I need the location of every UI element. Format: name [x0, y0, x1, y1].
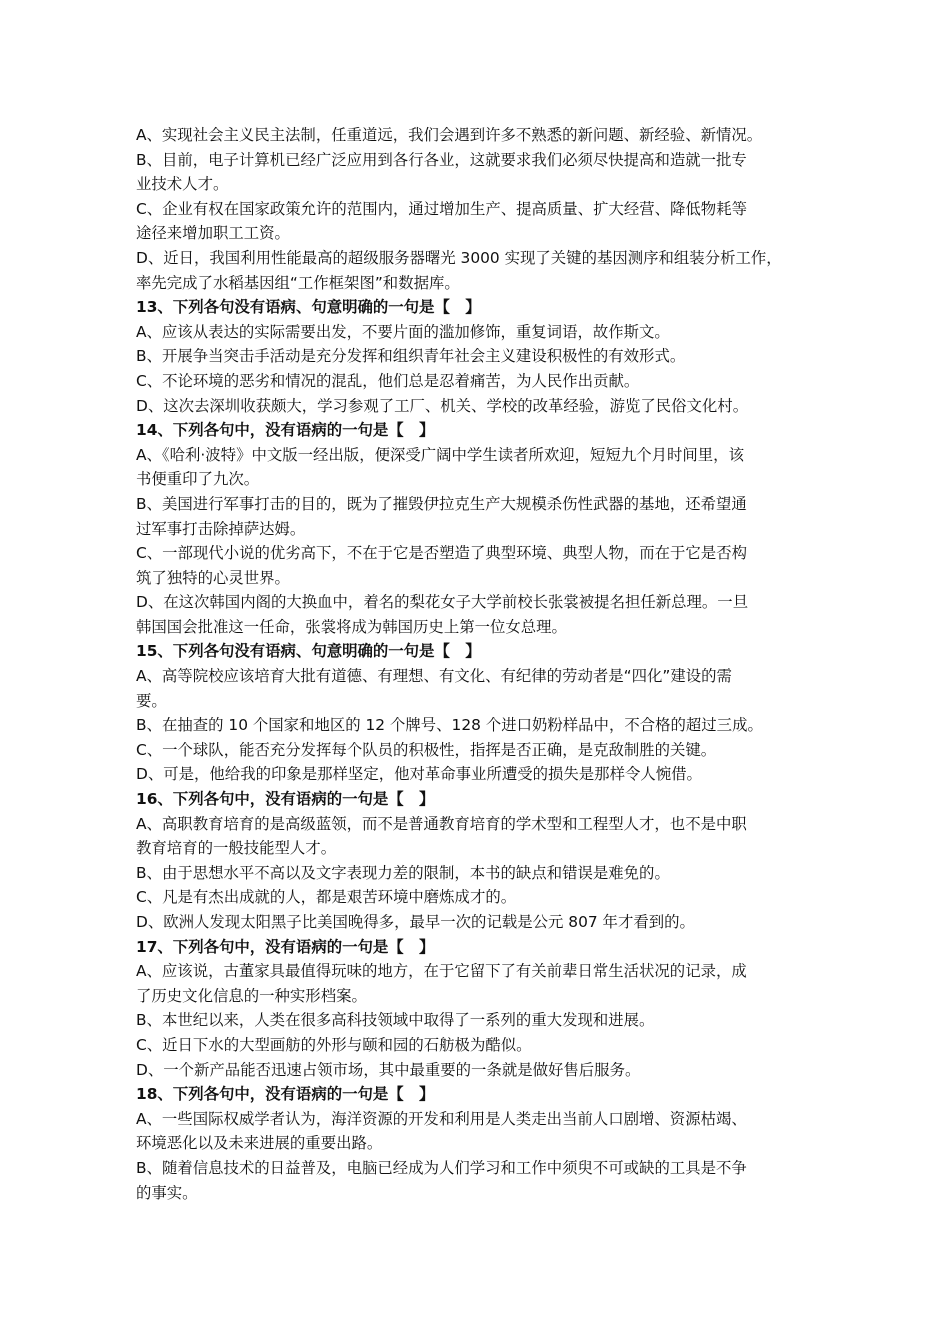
answer-option-line: C、一个球队，能否充分发挥每个队员的积极性，指挥是否正确，是克敌制胜的关键。 — [136, 740, 717, 759]
answer-option-line: D、近日，我国利用性能最高的超级服务器曙光 3000 实现了关键的基因测序和组装分析工作， — [136, 248, 782, 267]
answer-option-line: A、实现社会主义民主法制，任重道远，我们会遇到许多不熟悉的新问题、新经验、新情况。 — [136, 126, 763, 144]
answer-option-line: C、近日下水的大型画舫的外形与颐和园的石舫极为酷似。 — [136, 1035, 532, 1054]
answer-option-line: 环境恶化以及未来进展的重要出路。 — [136, 1134, 383, 1153]
answer-option-line: 过军事打击除掉萨达姆。 — [136, 519, 306, 538]
answer-option-line: C、一部现代小说的优劣高下，不在于它是否塑造了典型环境、典型人物，而在于它是否构 — [136, 544, 747, 563]
answer-option-line: 韩国国会批准这一任命，张裳将成为韩国历史上第一位女总理。 — [136, 617, 567, 636]
answer-option-line: 要。 — [136, 691, 167, 710]
question-heading: 14、下列各句中，没有语病的一句是【 】 — [136, 421, 435, 440]
answer-option-line: D、这次去深圳收获颇大，学习参观了工厂、机关、学校的改革经验，游览了民俗文化村。 — [136, 396, 749, 415]
answer-option-line: A、一些国际权威学者认为，海洋资源的开发和利用是人类走出当前人口剧增、资源枯竭、 — [136, 1109, 747, 1128]
answer-option-line: B、随着信息技术的日益普及，电脑已经成为人们学习和工作中须臾不可或缺的工具是不争 — [136, 1158, 747, 1177]
answer-option-line: 筑了独特的心灵世界。 — [136, 568, 290, 587]
question-heading: 16、下列各句中，没有语病的一句是【 】 — [136, 790, 435, 809]
answer-option-line: A、高职教育培育的是高级蓝领，而不是普通教育培育的学术型和工程型人才，也不是中职 — [136, 814, 747, 833]
question-heading: 17、下列各句中，没有语病的一句是【 】 — [136, 937, 435, 956]
answer-option-line: 途径来增加职工工资。 — [136, 224, 290, 243]
answer-option-line: B、美国进行军事打击的目的，既为了摧毁伊拉克生产大规模杀伤性武器的基地，还希望通 — [136, 494, 747, 513]
answer-option-line: B、在抽查的 10 个国家和地区的 12 个牌号、128 个进口奶粉样品中，不合格的超过三成。 — [136, 716, 763, 735]
answer-option-line: 了历史文化信息的一种实形档案。 — [136, 986, 367, 1005]
answer-option-line: D、在这次韩国内阁的大换血中，着名的梨花女子大学前校长张裳被提名担任新总理。一旦 — [136, 593, 749, 612]
answer-option-line: A、应该说，古董家具最值得玩味的地方，在于它留下了有关前辈日常生活状况的记录，成 — [136, 962, 747, 981]
answer-option-line: 教育培育的一般技能型人才。 — [136, 839, 337, 858]
answer-option-line: B、由于思想水平不高以及文字表现力差的限制，本书的缺点和错误是难免的。 — [136, 863, 670, 882]
answer-option-line: C、凡是有杰出成就的人，都是艰苦环境中磨炼成才的。 — [136, 888, 517, 907]
answer-option-line: C、不论环境的恶劣和情况的混乱，他们总是忍着痛苦，为人民作出贡献。 — [136, 371, 640, 390]
answer-option-line: D、可是，他给我的印象是那样坚定，他对革命事业所遭受的损失是那样令人惋借。 — [136, 765, 702, 784]
answer-option-line: B、本世纪以来，人类在很多高科技领域中取得了一系列的重大发现和进展。 — [136, 1011, 655, 1030]
question-heading: 15、下列各句没有语病、句意明确的一句是【 】 — [136, 642, 481, 661]
question-heading: 18、下列各句中，没有语病的一句是【 】 — [136, 1085, 435, 1104]
answer-option-line: C、企业有权在国家政策允许的范围内，通过增加生产、提高质量、扩大经营、降低物耗等 — [136, 199, 747, 218]
answer-option-line: 的事实。 — [136, 1183, 198, 1202]
answer-option-line: D、一个新产品能否迅速占领市场，其中最重要的一条就是做好售后服务。 — [136, 1060, 641, 1079]
answer-option-line: B、开展争当突击手活动是充分发挥和组织青年社会主义建设积极性的有效形式。 — [136, 347, 686, 366]
answer-option-line: B、目前，电子计算机已经广泛应用到各行各业，这就要求我们必须尽快提高和造就一批专 — [136, 150, 747, 169]
answer-option-line: 书便重印了九次。 — [136, 470, 260, 489]
answer-option-line: D、欧洲人发现太阳黑子比美国晚得多，最早一次的记载是公元 807 年才看到的。 — [136, 913, 695, 931]
answer-option-line: A、高等院校应该培育大批有道德、有理想、有文化、有纪律的劳动者是“四化”建设的需 — [136, 667, 732, 686]
answer-option-line: A、应该从表达的实际需要出发，不要片面的滥加修饰，重复词语，故作斯文。 — [136, 322, 670, 341]
answer-option-line: 业技术人才。 — [136, 175, 229, 194]
answer-option-line: A、《哈利·波特》中文版一经出版，便深受广阔中学生读者所欢迎，短短九个月时间里，该 — [136, 445, 744, 464]
answer-option-line: 率先完成了水稻基因组“工作框架图”和数据库。 — [136, 273, 460, 292]
question-heading: 13、下列各句没有语病、句意明确的一句是【 】 — [136, 298, 481, 317]
document-page — [136, 123, 826, 1205]
